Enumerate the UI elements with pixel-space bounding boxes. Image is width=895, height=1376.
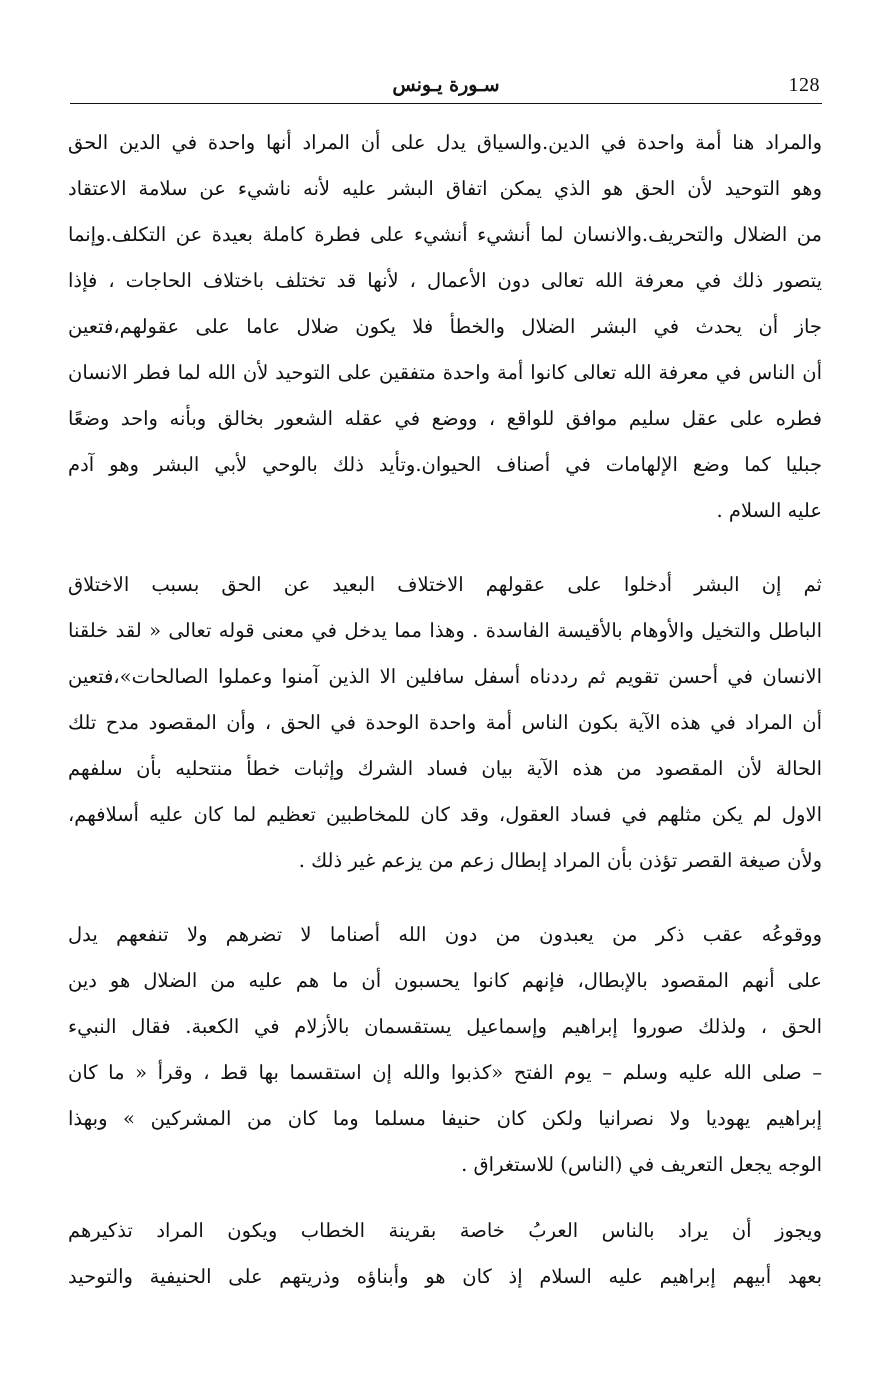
text-line: – صلى الله عليه وسلم – يوم الفتح «كذبوا والله إن استقسما بها قط ، وقرأ « ما كان [68,1061,822,1084]
text-line: وهو التوحيد لأن الحق هو الذي يمكن اتفاق البشر عليه لأنه ناشيء عن سلامة الاعتقاد [68,177,822,200]
text-line: الباطل والتخيل والأوهام بالأقيسة الفاسدة . وهذا مما يدخل في معنى قوله تعالى « لقد خلقنا [68,619,822,642]
text-line: فطره على عقل سليم موافق للواقع ، ووضع في عقله الشعور بخالق وبأنه واحد وضعًا [68,407,822,430]
paragraph-gap [68,1188,822,1208]
text-line: ثم إن البشر أدخلوا على عقولهم الاختلاف البعيد عن الحق بسبب الاختلاق [68,573,822,596]
paragraph-1 [68,120,822,534]
text-line: ولأن صيغة القصر تؤذن بأن المراد إبطال زعم من يزعم غير ذلك . [298,849,822,872]
text-line: أن الناس في معرفة الله تعالى كانوا أمة واحدة متفقين على التوحيد لأن الله لما فطر الانسان [68,361,822,384]
body-text [68,120,822,1300]
text-line: عليه السلام . [716,499,822,522]
paragraph-2 [68,562,822,884]
text-line: الحالة لأن المقصود من هذه الآية بيان فساد الشرك وإثبات خطأ منتحليه بأن سلفهم [68,757,822,780]
text-line: إبراهيم يهوديا ولا نصرانيا ولكن كان حنيفا مسلما وما كان من المشركين » وبهذا [68,1107,822,1130]
header-rule [70,103,822,104]
text-line: ويجوز أن يراد بالناس العربُ خاصة بقرينة الخطاب ويكون المراد تذكيرهم [68,1219,822,1242]
surah-title: سـورة يـونس [392,74,500,96]
paragraph-gap [68,534,822,562]
text-line: الحق ، ولذلك صوروا إبراهيم وإسماعيل يستقسمان بالأزلام في الكعبة. فقال النبيء [68,1015,822,1038]
text-line: ووقوعُه عقب ذكر من يعبدون من دون الله أصناما لا تضرهم ولا تنفعهم يدل [68,923,822,946]
paragraph-4 [68,1208,822,1300]
text-line: على أنهم المقصود بالإبطال، فإنهم كانوا يحسبون أن ما هم عليه من الضلال هو دين [68,969,822,992]
text-line: الاول لم يكن مثلهم في فساد العقول، وقد كان للمخاطبين تعظيم لما كان عليه أسلافهم، [68,803,822,826]
page-number: 128 [788,74,820,96]
text-line: أن المراد في هذه الآية بكون الناس أمة واحدة الوحدة في الحق ، وأن المقصود مدح تلك [68,711,822,734]
text-line: الوجه يجعل التعريف في (الناس) للاستغراق . [461,1153,822,1176]
text-line: يتصور ذلك في معرفة الله تعالى دون الأعمال ، لأنها قد تختلف باختلاف الحاجات ، فإذا [68,269,822,292]
text-line: والمراد هنا أمة واحدة في الدين.والسياق يدل على أن المراد أنها واحدة في الدين الحق [68,131,822,154]
text-line: الانسان في أحسن تقويم ثم رددناه أسفل سافلين الا الذين آمنوا وعملوا الصالحات»،فتعين [68,665,822,688]
text-line: من الضلال والتحريف.والانسان لما أنشيء أنشيء على فطرة كاملة بعيدة عن التكلف.وإنما [68,223,822,246]
paragraph-gap [68,884,822,912]
text-line: جبليا كما وضع الإلهامات في أصناف الحيوان.وتأيد ذلك بالوحي لأبي البشر وهو آدم [68,453,822,476]
text-line: جاز أن يحدث في البشر الضلال والخطأ فلا يكون ضلال عاما على عقولهم،فتعين [68,315,822,338]
page-header [70,68,822,104]
paragraph-3 [68,912,822,1188]
text-line: بعهد أبيهم إبراهيم عليه السلام إذ كان هو وأبناؤه وذريتهم على الحنيفية والتوحيد [68,1265,822,1288]
